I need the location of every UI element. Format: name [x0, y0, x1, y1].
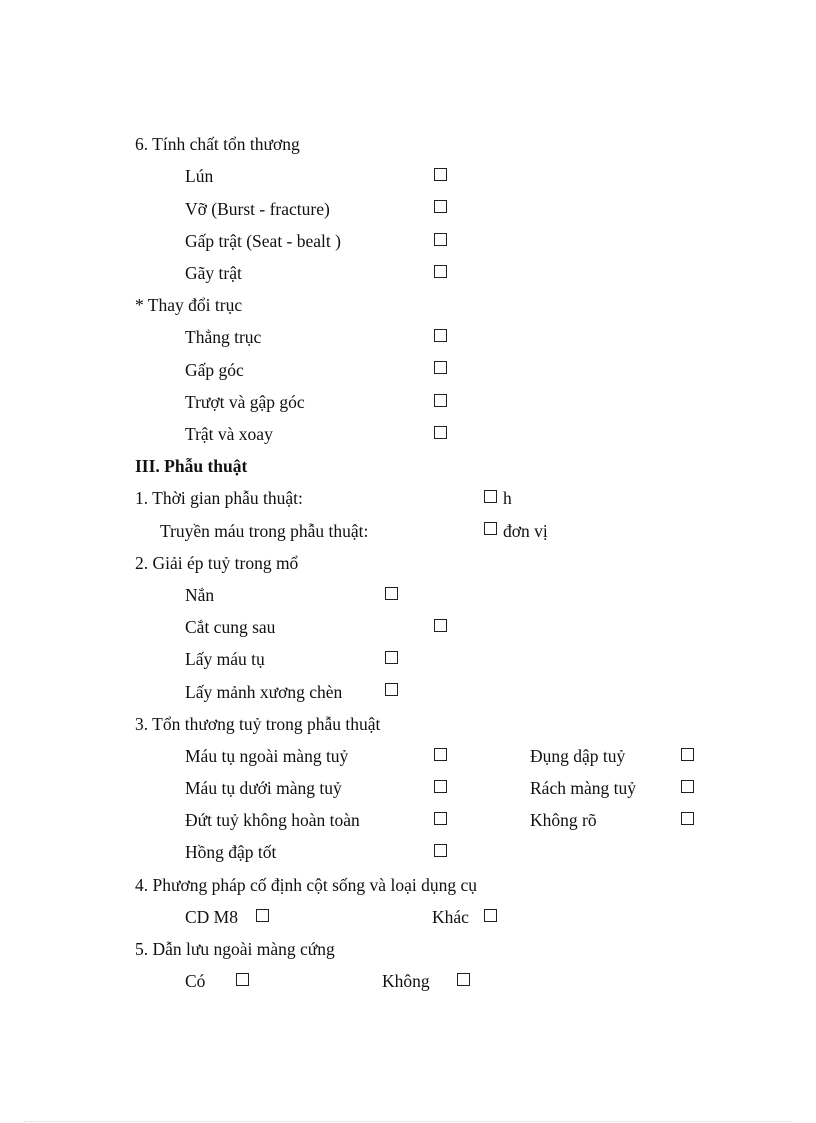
fixation-other-checkbox[interactable] — [484, 909, 497, 922]
cord-injury-option-label: Rách màng tuỷ — [530, 778, 636, 798]
fixation-title: 4. Phương pháp cố định cột sống và loại dụng cụ — [135, 875, 477, 895]
axis-slide-angle-checkbox[interactable] — [434, 394, 447, 407]
axis-option-label: Trật và xoay — [185, 424, 273, 444]
axis-change-title: * Thay đổi trục — [135, 295, 243, 315]
axis-straight-checkbox[interactable] — [434, 329, 447, 342]
decompression-option-label: Nắn — [185, 585, 215, 605]
lesion-seatbelt-checkbox[interactable] — [434, 233, 447, 246]
cord-injury-option-label: Hồng đập tốt — [185, 842, 277, 862]
decompression-title: 2. Giải ép tuỷ trong mổ — [135, 553, 299, 573]
cord-injury-option-label: Đụng dập tuỷ — [530, 746, 626, 766]
lesion-option-label: Gãy trật — [185, 263, 242, 283]
surgery-time-label: 1. Thời gian phẫu thuật: — [135, 488, 303, 508]
cord-dura-tear-checkbox[interactable] — [681, 780, 694, 793]
drainage-option-label: Không — [382, 971, 430, 991]
drainage-option-label: Có — [185, 971, 206, 991]
decompression-option-label: Cắt cung sau — [185, 617, 276, 637]
cord-unknown-checkbox[interactable] — [681, 812, 694, 825]
cord-contusion-checkbox[interactable] — [681, 748, 694, 761]
decompression-reduction-checkbox[interactable] — [385, 587, 398, 600]
fixation-option-label: CD M8 — [185, 907, 238, 927]
decompression-option-label: Lấy máu tụ — [185, 649, 265, 669]
axis-option-label: Thẳng trục — [185, 327, 262, 347]
cord-injury-option-label: Máu tụ dưới màng tuỷ — [185, 778, 342, 798]
cord-injury-option-label: Không rõ — [530, 810, 597, 830]
transfusion-unit: đơn vị — [503, 521, 548, 541]
fixation-cdm8-checkbox[interactable] — [256, 909, 269, 922]
lesion-dislocation-checkbox[interactable] — [434, 265, 447, 278]
lesion-option-label: Vỡ (Burst - fracture) — [185, 199, 330, 219]
axis-rotate-checkbox[interactable] — [434, 426, 447, 439]
decompression-bone-fragment-checkbox[interactable] — [385, 683, 398, 696]
cord-injury-title: 3. Tổn thương tuỷ trong phẫu thuật — [135, 714, 381, 734]
axis-option-label: Gấp góc — [185, 360, 244, 380]
cord-pulsation-good-checkbox[interactable] — [434, 844, 447, 857]
axis-option-label: Trượt và gập góc — [185, 392, 305, 412]
drainage-title: 5. Dẫn lưu ngoài màng cứng — [135, 939, 335, 959]
decompression-option-label: Lấy mảnh xương chèn — [185, 682, 343, 702]
surgery-time-unit: h — [503, 488, 512, 508]
cord-injury-option-label: Máu tụ ngoài màng tuỷ — [185, 746, 349, 766]
section-6-title: 6. Tính chất tổn thương — [135, 134, 300, 154]
transfusion-checkbox[interactable] — [484, 522, 497, 535]
cord-epidural-hematoma-checkbox[interactable] — [434, 748, 447, 761]
page-footer-rule — [24, 1121, 792, 1122]
lesion-option-label: Gấp trật (Seat - bealt ) — [185, 231, 341, 251]
cord-incomplete-transection-checkbox[interactable] — [434, 812, 447, 825]
fixation-option-label: Khác — [432, 907, 469, 927]
surgery-heading: III. Phẫu thuật — [135, 456, 248, 476]
axis-angled-checkbox[interactable] — [434, 361, 447, 374]
transfusion-label: Truyền máu trong phẫu thuật: — [160, 521, 369, 541]
decompression-laminectomy-checkbox[interactable] — [434, 619, 447, 632]
cord-subdural-hematoma-checkbox[interactable] — [434, 780, 447, 793]
drainage-no-checkbox[interactable] — [457, 973, 470, 986]
cord-injury-option-label: Đứt tuỷ không hoàn toàn — [185, 810, 360, 830]
surgery-time-checkbox[interactable] — [484, 490, 497, 503]
drainage-yes-checkbox[interactable] — [236, 973, 249, 986]
lesion-option-label: Lún — [185, 166, 214, 186]
decompression-hematoma-checkbox[interactable] — [385, 651, 398, 664]
lesion-lun-checkbox[interactable] — [434, 168, 447, 181]
lesion-burst-checkbox[interactable] — [434, 200, 447, 213]
